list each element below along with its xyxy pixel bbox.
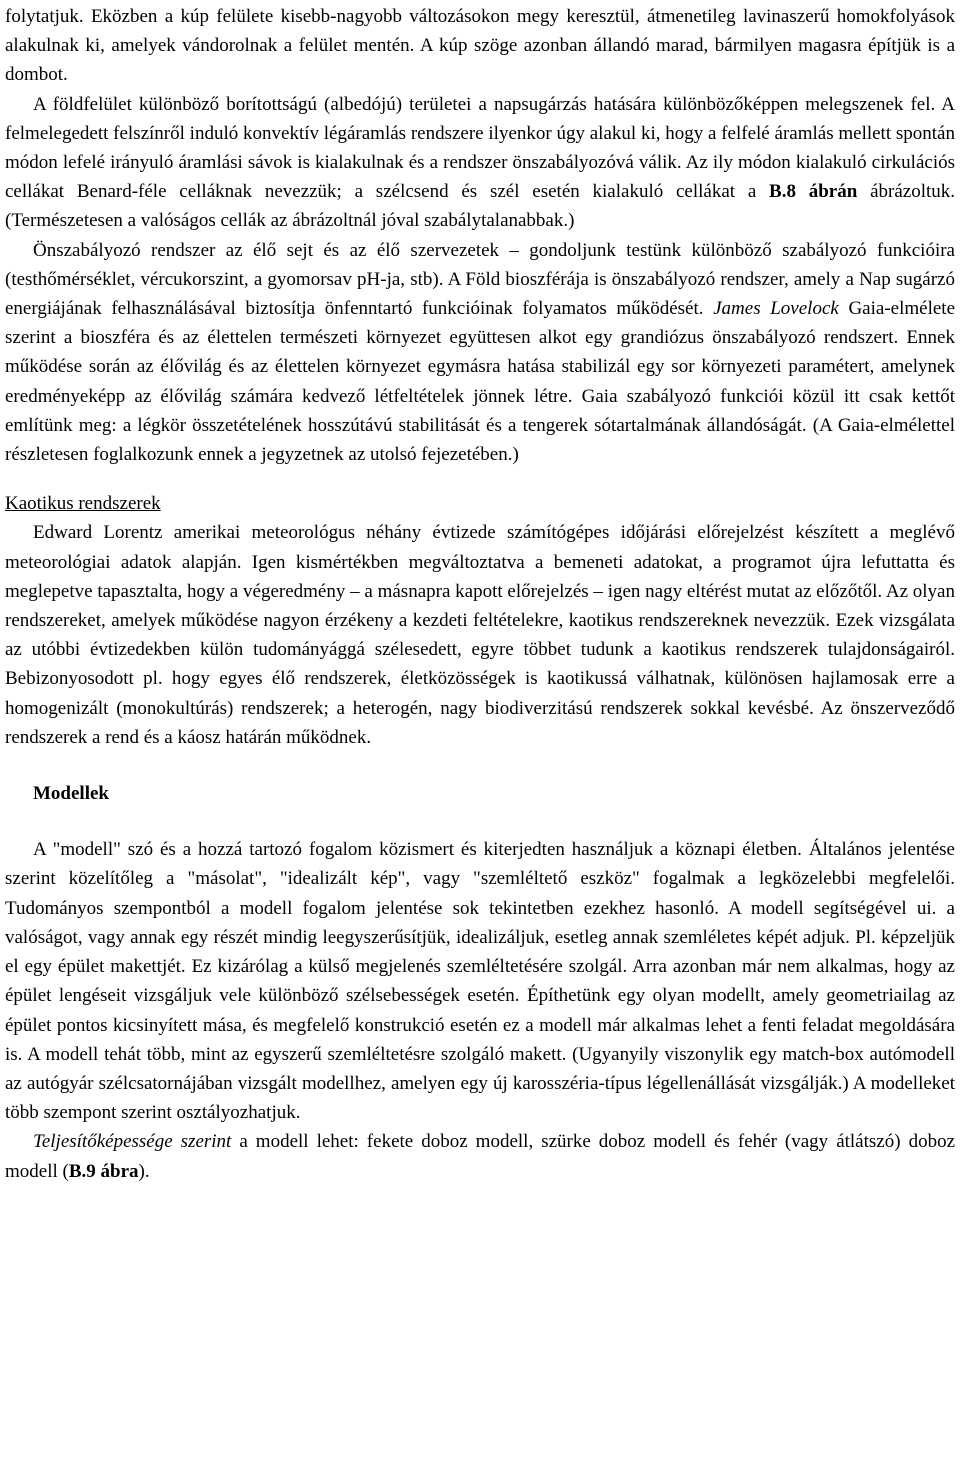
paragraph-models: A "modell" szó és a hozzá tartozó fogalom közismert és kiterjedten használjuk a köznapi életben. Általános jelentése szerint közelítőleg a "másolat", "idealizált kép", vagy "szemléltető eszköz" fogalmak a legközelebbi megfelelői. Tudományos szempontból a modell fogalom jelentése sok tekintetben ezekhez hasonló. A modell segítségével ui. a valóságot, vagy annak egy részét mindig leegyszerűsítjük, idealizáljuk, esetleg annak szemléletes képét adjuk. Pl. képzeljük el egy épület makettjét. Ez kizárólag a külső megjelenés szemléltetésére szolgál. Arra azonban már nem alkalmas, hogy az épület lengéseit vizsgáljuk vele különböző szélsebességek esetén. Építhetünk egy olyan modellt, amely geometriailag az épület pontos kicsinyített mása, és megfelelő konstrukció esetén ez a modell már alkalmas lehet a fenti feladat megoldására is. A modell tehát több, mint az egyszerű szemléltetésre szolgáló makett. (Ugyanyily viszonylik egy match-box autómodell az autógyár szélcsatornájában vizsgált modellhez, amelyen egy új karosszéria-típus légellenállását vizsgálják.) A modelleket több szempont szerint osztályozhatjuk. (5, 839, 955, 1124)
paragraph-benard-cells (5, 90, 955, 236)
author-name: James Lovelock (713, 298, 839, 320)
spacer (5, 808, 955, 835)
paragraph-text: A földfelület különböző borítottságú (albedójú) területei a napsugárzás hatására különbözőképpen melegszenek fel. A felmelegedett felszínről induló konvektív légáramlás rendszere ilyenkor úgy alakul ki, hogy a felfelé áramlás mellett spontán módon lefelé irányuló áramlási sávok is kialakulnak és a rendszer önszabályozóvá válik. Az ily módon kialakuló cirkulációs cellákat Benard-féle celláknak nevezzük; a szélcsend és szél esetén kialakuló cellákat a (5, 93, 955, 203)
paragraph-text: Önszabályozó rendszer az élő sejt és az élő szervezetek – gondoljunk testünk különböző szabályozó funkcióira (testhőmérséklet, vércukorszint, a gyomorsav pH-ja, stb). A Föld bioszférája is önszabályozó rendszer, amely a Nap sugárzó energiájának felhasználásával biztosítja önfenntartó funkcióinak folyamatos működését. (5, 239, 955, 320)
paragraph-gaia (5, 236, 955, 470)
paragraph-text: ábrázoltuk. (Természetesen a valóságos cellák az ábrázoltnál jóval szabálytalanabbak.) (5, 181, 955, 232)
spacer (5, 469, 955, 489)
paragraph-text: ). (138, 1160, 150, 1182)
figure-reference-b9: B.9 ábra (68, 1160, 139, 1182)
paragraph-chaotic-systems: Edward Lorentz amerikai meteorológus néhány évtizede számítógépes időjárási előrejelzést készített a meglévő meteorológiai adatok alapján. Igen kismértékben megváltoztatva a bemeneti adatokat, a programot újra lefuttatta és meglepetve tapasztalta, hogy a végeredmény – a másnapra kapott előrejelzés – igen nagy eltérést mutat az előzőtől. Az olyan rendszereket, amelyek működése nagyon érzékeny a kezdeti feltételekre, kaotikus rendszereknek nevezzük. Ezek vizsgálata az utóbbi évtizedekben külön tudományággá szélesedett, egyre többet tudunk a kaotikus rendszerek tulajdonságairól. Bebizonyosodott pl. hogy egyes élő rendszerek, életközösségek is kaotikussá válhatnak, különösen hajlamosak erre a homogenizált (monokultúrás) rendszerek; a heterogén, nagy biodiverzitású rendszerek sokkal kevésbé. Az önszerveződő rendszerek a rend és a káosz határán működnek. (5, 522, 955, 748)
section-heading-models: Modellek (33, 783, 109, 805)
paragraph-sandpile-continuation: folytatjuk. Eközben a kúp felülete kisebb-nagyobb változásokon megy keresztül, átmenetileg lavinaszerű homokfolyások alakulnak ki, amelyek vándorolnak a felület mentén. A kúp szöge azonban állandó marad, bármilyen magasra építjük is a dombot. (5, 6, 955, 86)
spacer (5, 752, 955, 779)
section-heading-chaotic-systems: Kaotikus rendszerek (5, 493, 161, 515)
figure-reference-b8: B.8 ábrán (769, 181, 858, 203)
paragraph-model-classification (5, 1127, 955, 1185)
paragraph-text: a modell lehet: fekete doboz modell, szürke doboz modell és fehér (vagy átlátszó) doboz modell ( (5, 1131, 955, 1182)
emphasis-text: Teljesítőképessége szerint (33, 1131, 232, 1153)
paragraph-text: Gaia-elmélete szerint a bioszféra és az élettelen természeti környezet együttesen alkot egy grandiózus önszabályozó rendszert. Ennek működése során az élővilág és az élettelen környezet egymásra hatása stabilizál egy sor környezeti paramétert, amelynek eredményeképp az élővilág számára kedvező létfeltételek jönnek létre. Gaia szabályozó funkciói közül itt csak kettőt említünk meg: a légkör összetételének hosszútávú stabilitását és a tengerek sótartalmának állandóságát. (A Gaia-elmélettel részletesen foglalkozunk ennek a jegyzetnek az utolsó fejezetében.) (5, 298, 956, 466)
